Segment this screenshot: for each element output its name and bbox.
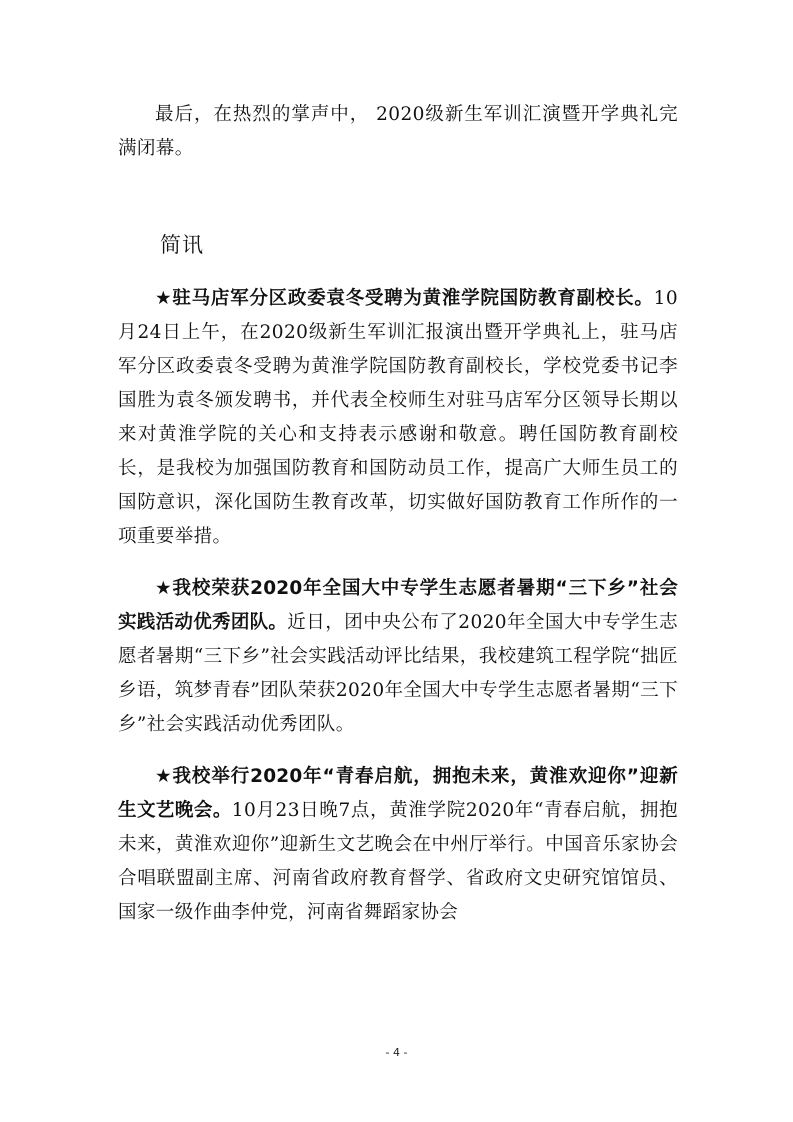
page-number: - 4 - <box>385 1046 408 1059</box>
news-body: 10月24日上午，在2020级新生军训汇报演出暨开学典礼上，驻马店军分区政委袁冬受聘为黄淮学院国防教育副校长，学校党委书记李国胜为袁冬颁发聘书，并代表全校师生对驻马店军分区领导长期以来对黄淮学院的关心和支持表示感谢和敬意。聘任国防教育副校长，是我校为加强国防教育和国防动员工作，提高广大师生员工的国防意识，深化国防生教育改革，切实做好国防教育工作所作的一项重要举措。 <box>118 288 678 547</box>
news-headline: ★我校荣获2020年全国大中专学生志愿者暑期“三下乡”社会实践活动优秀团队。 <box>118 578 678 633</box>
section-title: 简讯 <box>160 233 204 257</box>
page-content <box>118 98 678 948</box>
news-item <box>118 282 678 554</box>
news-headline: ★驻马店军分区政委袁冬受聘为黄淮学院国防教育副校长。 <box>155 288 654 309</box>
news-headline: ★我校举行2020年“青春启航，拥抱未来，黄淮欢迎你”迎新生文艺晚会。 <box>118 766 678 821</box>
closing-paragraph: 最后，在热烈的掌声中， 2020级新生军训汇演暨开学典礼完满闭幕。 <box>118 104 678 159</box>
news-body: 近日，团中央公布了2020年全国大中专学生志愿者暑期“三下乡”社会实践活动评比结果，我校建筑工程学院“拙匠乡语，筑梦青春”团队荣获2020年全国大中专学生志愿者暑期“三下乡”社会实践活动优秀团队。 <box>118 612 678 735</box>
news-body: 10月23日晚7点，黄淮学院2020年“青春启航，拥抱未来，黄淮欢迎你”迎新生文艺晚会在中州厅举行。中国音乐家协会合唱联盟副主席、河南省政府教育督学、省政府文史研究馆馆员、国家一级作曲李仲党，河南省舞蹈家协会 <box>118 800 678 923</box>
news-item <box>118 572 678 742</box>
news-item <box>118 760 678 930</box>
